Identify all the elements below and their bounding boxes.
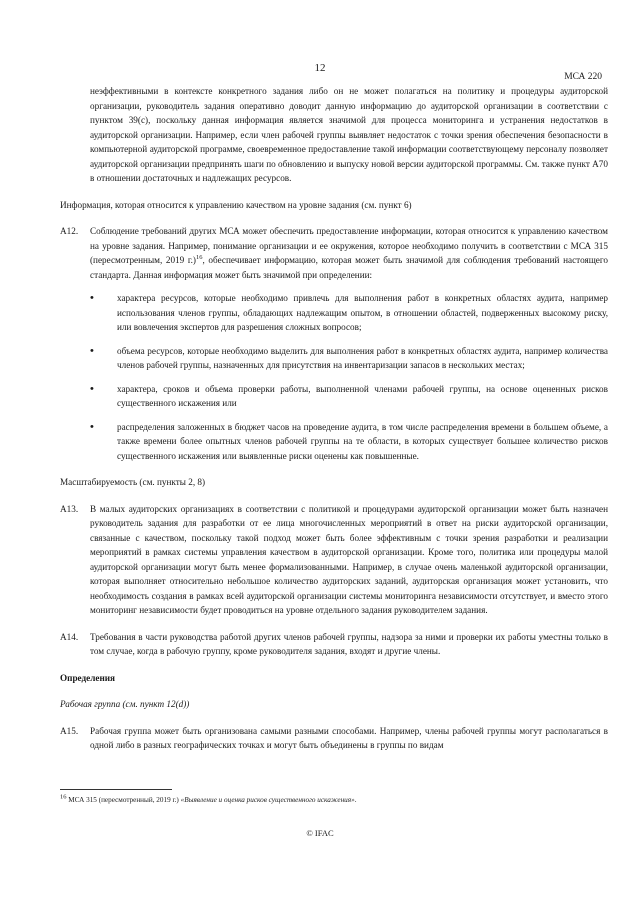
paragraph-number: А14. [60,631,79,642]
copyright-footer: © IFAC [306,828,334,838]
bullet-text: характера, сроков и объема проверки работы, выполненной членами рабочей группы, на основе оцененных рисков существенного искажения или [117,383,608,408]
footnote [60,793,608,804]
footnote-ref[interactable]: 16 [195,253,203,261]
standard-code: МСА 220 [564,72,602,82]
paragraph-number: А15. [60,725,79,736]
bullet-item [90,420,608,464]
footnote-title: «Выявление и оценка рисков существенного искажения» [180,796,355,804]
section-heading-definitions: Определения [60,672,116,683]
bullet-icon: • [90,292,94,304]
paragraph-number: А12. [60,226,79,236]
bullet-text: распределения заложенных в бюджет часов на проведение аудита, в том числе распределения времени в большем объеме, а также времени более опытных членов рабочей группы на те области, в которых существует большее количество рисков существенного искажения или выявленные риски оценены как повышенные. [117,421,608,461]
paragraph-a12 [60,224,608,282]
paragraph-a15 [60,724,608,753]
bullet-item [90,382,608,411]
bullet-item [90,344,608,373]
paragraph-a13 [60,502,608,618]
subsection-heading-engagement-team: Рабочая группа (см. пункт 12(d)) [60,699,190,709]
page-content [60,84,608,753]
a12-text-part2: , обеспечивает информацию, которая может быть значимой для соблюдения требований настоящего стандарта. Данная информация может быть значимой при определении: [90,255,608,280]
bullet-icon: • [90,382,94,395]
paragraph-a14 [60,630,608,659]
a12-text-part1: Соблюдение требований других МСА может обеспечить предоставление информации, которая относится к управлению качеством на уровне задания. Например, понимание организации и ее окружения, которое необходимо получить в соответствии с МСА 315 (пересмотренным, 2019 г.) [90,226,608,265]
bullet-icon: • [90,344,94,357]
paragraph-text: Требования в части руководства работой других членов рабочей группы, надзора за ними и проверки их работы уместны только в том случае, когда в рабочую группу, кроме руководителя задания, входят и другие члены. [90,631,608,656]
intro-paragraph: неэффективными в контексте конкретного задания либо он не может полагаться на политику и процедуры аудиторской организации, руководитель задания оперативно доводит данную информацию до аудиторской организации в соответствии с пунктом 39(с), поскольку данная информация является значимой для процесса мониторинга и устранения недостатков в аудиторской организации. Например, если член рабочей группы выявляет недостаток с точки зрения обеспечения безопасности в компьютерной аудиторской программе, своевременное предоставление такой информации соответствующему персоналу позволяет аудиторской организации предпринять шаги по обновлению и выпуску новой версии аудиторской программы. См. также пункт А70 в отношении достаточных и надлежащих ресурсов. [90,86,608,183]
footnote-divider [60,789,172,790]
paragraph-number: А13. [60,503,79,514]
bullet-item [90,291,608,335]
page-number: 12 [314,62,326,74]
paragraph-text: В малых аудиторских организациях в соответствии с политикой и процедурами аудиторской организации может быть назначен руководитель задания для разработки от ее лица многочисленных мероприятий в ответ на риски аудиторской организации, связанные с качеством, поскольку такой подход может быть более эффективным с точки зрения разработки и реализации мероприятий в рамках системы управления качеством в аудиторской организации. Кроме того, политика или процедуры малой аудиторской организации могут быть менее формализованными. Например, в случае очень маленькой аудиторской организации, которая выполняет относительно небольшое количество аудиторских заданий, аудиторская организация может установить, что необходимость создания в рамках всей аудиторской организации системы мониторинга независимости отсутствует, и вместо этого мониторинг независимости будет проводиться на уровне отдельного задания руководителем задания. [90,503,608,615]
bullet-text: характера ресурсов, которые необходимо привлечь для выполнения работ в конкретных областях аудита, например использования членов группы, обладающих надлежащим опытом, в отношении областей, подверженных высокому риску, или вовлечения экспертов для разрешения сложных вопросов; [117,293,608,332]
bullet-text: объема ресурсов, которые необходимо выделить для выполнения работ в конкретных областях аудита, например количества членов рабочей группы, назначенных для присутствия на инвентаризации запасов в нескольких местах; [117,345,608,370]
bullet-icon: • [90,420,94,433]
paragraph-text [90,224,608,282]
section-heading-scalability: Масштабируемость (см. пункты 2, 8) [60,477,206,487]
paragraph-text: Рабочая группа может быть организована самыми разными способами. Например, члены рабочей группы могут располагаться в одной либо в разных географических точках и могут быть объединены в группы по видам [90,725,608,750]
section-heading-quality-info: Информация, которая относится к управлению качеством на уровне задания (см. пункт 6) [60,199,412,210]
footnote-end: . [354,796,357,804]
footnote-text: МСА 315 (пересмотренный, 2019 г.) [68,796,181,804]
footnote-marker: 16 [60,793,67,801]
